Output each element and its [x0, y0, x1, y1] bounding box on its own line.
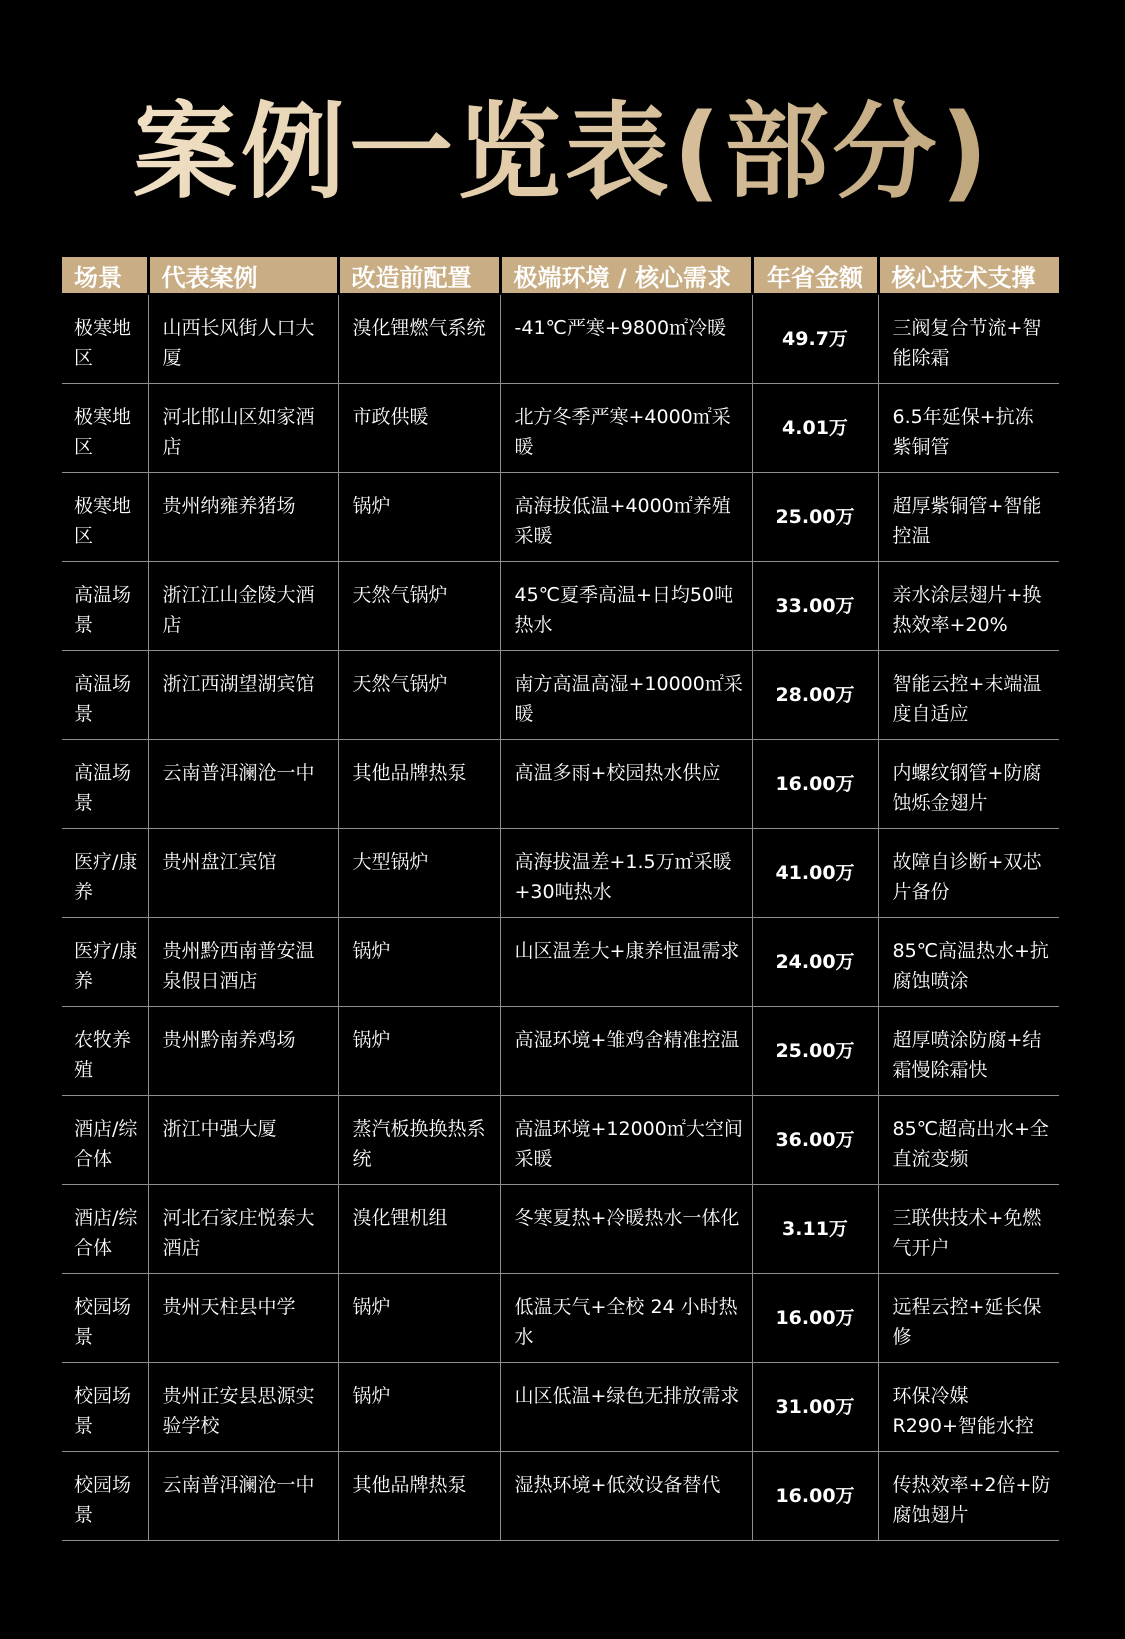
cell-core-tech: 传热效率+2倍+防腐蚀翅片	[878, 1451, 1059, 1540]
cell-case: 浙江中强大厦	[148, 1095, 338, 1184]
page-title: 案例一览表(部分)	[0, 95, 1125, 209]
cell-scene: 酒店/综合体	[62, 1095, 148, 1184]
cell-environment-need: 高湿环境+雏鸡舍精准控温	[500, 1006, 752, 1095]
case-table	[62, 257, 1059, 1541]
cell-case: 贵州黔西南普安温泉假日酒店	[148, 917, 338, 1006]
cell-annual-savings: 31.00万	[752, 1362, 878, 1451]
cell-scene: 高温场景	[62, 739, 148, 828]
cell-annual-savings: 41.00万	[752, 828, 878, 917]
cell-before-config: 溴化锂机组	[338, 1184, 500, 1273]
cell-scene: 极寒地区	[62, 383, 148, 472]
cell-before-config: 天然气锅炉	[338, 561, 500, 650]
cell-scene: 酒店/综合体	[62, 1184, 148, 1273]
cell-case: 贵州盘江宾馆	[148, 828, 338, 917]
cell-core-tech: 环保冷媒R290+智能水控	[878, 1362, 1059, 1451]
table-row	[62, 1095, 1059, 1184]
cell-core-tech: 6.5年延保+抗冻紫铜管	[878, 383, 1059, 472]
cell-environment-need: 冬寒夏热+冷暖热水一体化	[500, 1184, 752, 1273]
cell-case: 浙江江山金陵大酒店	[148, 561, 338, 650]
cell-environment-need: 高温多雨+校园热水供应	[500, 739, 752, 828]
cell-scene: 农牧养殖	[62, 1006, 148, 1095]
cell-annual-savings: 36.00万	[752, 1095, 878, 1184]
cell-scene: 校园场景	[62, 1451, 148, 1540]
cell-scene: 校园场景	[62, 1273, 148, 1362]
cell-core-tech: 远程云控+延长保修	[878, 1273, 1059, 1362]
table-row	[62, 383, 1059, 472]
table-row	[62, 650, 1059, 739]
cell-core-tech: 85℃超高出水+全直流变频	[878, 1095, 1059, 1184]
table-row	[62, 472, 1059, 561]
cell-scene: 极寒地区	[62, 472, 148, 561]
cell-core-tech: 三阀复合节流+智能除霜	[878, 294, 1059, 383]
table-body	[62, 294, 1059, 1540]
cell-before-config: 锅炉	[338, 1006, 500, 1095]
cell-case: 贵州黔南养鸡场	[148, 1006, 338, 1095]
cell-environment-need: 高温环境+12000㎡大空间采暖	[500, 1095, 752, 1184]
cell-before-config: 溴化锂燃气系统	[338, 294, 500, 383]
header-before-config: 改造前配置	[338, 257, 500, 294]
cell-before-config: 天然气锅炉	[338, 650, 500, 739]
table-row	[62, 294, 1059, 383]
cell-scene: 高温场景	[62, 561, 148, 650]
header-annual-savings: 年省金额	[752, 257, 878, 294]
cell-case: 浙江西湖望湖宾馆	[148, 650, 338, 739]
cell-annual-savings: 4.01万	[752, 383, 878, 472]
cell-before-config: 大型锅炉	[338, 828, 500, 917]
cell-before-config: 市政供暖	[338, 383, 500, 472]
cell-environment-need: 湿热环境+低效设备替代	[500, 1451, 752, 1540]
table-row	[62, 1362, 1059, 1451]
cell-core-tech: 故障自诊断+双芯片备份	[878, 828, 1059, 917]
cell-before-config: 锅炉	[338, 1362, 500, 1451]
cell-core-tech: 智能云控+末端温度自适应	[878, 650, 1059, 739]
cell-annual-savings: 16.00万	[752, 1273, 878, 1362]
cell-annual-savings: 28.00万	[752, 650, 878, 739]
cell-core-tech: 85℃高温热水+抗腐蚀喷涂	[878, 917, 1059, 1006]
cell-before-config: 其他品牌热泵	[338, 1451, 500, 1540]
cell-environment-need: 45℃夏季高温+日均50吨热水	[500, 561, 752, 650]
cell-annual-savings: 16.00万	[752, 739, 878, 828]
table-row	[62, 561, 1059, 650]
cell-before-config: 锅炉	[338, 472, 500, 561]
cell-scene: 极寒地区	[62, 294, 148, 383]
cell-scene: 医疗/康养	[62, 917, 148, 1006]
cell-case: 贵州纳雍养猪场	[148, 472, 338, 561]
cell-annual-savings: 16.00万	[752, 1451, 878, 1540]
table-row	[62, 1273, 1059, 1362]
cell-case: 河北石家庄悦泰大酒店	[148, 1184, 338, 1273]
cell-core-tech: 超厚喷涂防腐+结霜慢除霜快	[878, 1006, 1059, 1095]
cell-core-tech: 超厚紫铜管+智能控温	[878, 472, 1059, 561]
cell-core-tech: 亲水涂层翅片+换热效率+20%	[878, 561, 1059, 650]
cell-scene: 医疗/康养	[62, 828, 148, 917]
cell-scene: 校园场景	[62, 1362, 148, 1451]
cell-case: 云南普洱澜沧一中	[148, 739, 338, 828]
cell-case: 贵州天柱县中学	[148, 1273, 338, 1362]
cell-core-tech: 内螺纹钢管+防腐蚀烁金翅片	[878, 739, 1059, 828]
table-row	[62, 1006, 1059, 1095]
cell-environment-need: 高海拔温差+1.5万㎡采暖+30吨热水	[500, 828, 752, 917]
cell-environment-need: 低温天气+全校 24 小时热水	[500, 1273, 752, 1362]
cell-annual-savings: 25.00万	[752, 1006, 878, 1095]
header-environment-need: 极端环境 / 核心需求	[500, 257, 752, 294]
cell-core-tech: 三联供技术+免燃气开户	[878, 1184, 1059, 1273]
header-row	[62, 257, 1059, 294]
table-header	[62, 257, 1059, 294]
header-scene: 场景	[62, 257, 148, 294]
cell-before-config: 蒸汽板换换热系统	[338, 1095, 500, 1184]
cell-environment-need: 山区低温+绿色无排放需求	[500, 1362, 752, 1451]
header-case: 代表案例	[148, 257, 338, 294]
cell-annual-savings: 25.00万	[752, 472, 878, 561]
cell-environment-need: 山区温差大+康养恒温需求	[500, 917, 752, 1006]
cell-annual-savings: 24.00万	[752, 917, 878, 1006]
cell-case: 河北邯山区如家酒店	[148, 383, 338, 472]
cell-annual-savings: 33.00万	[752, 561, 878, 650]
table-row	[62, 1184, 1059, 1273]
cell-scene: 高温场景	[62, 650, 148, 739]
cell-before-config: 锅炉	[338, 917, 500, 1006]
cell-annual-savings: 3.11万	[752, 1184, 878, 1273]
table-row	[62, 917, 1059, 1006]
cell-case: 云南普洱澜沧一中	[148, 1451, 338, 1540]
cell-case: 山西长风街人口大厦	[148, 294, 338, 383]
table-row	[62, 1451, 1059, 1540]
table-row	[62, 739, 1059, 828]
cell-environment-need: -41℃严寒+9800㎡冷暖	[500, 294, 752, 383]
cell-before-config: 锅炉	[338, 1273, 500, 1362]
table-row	[62, 828, 1059, 917]
cell-before-config: 其他品牌热泵	[338, 739, 500, 828]
header-core-tech: 核心技术支撑	[878, 257, 1059, 294]
cell-environment-need: 南方高温高湿+10000㎡采暖	[500, 650, 752, 739]
cell-environment-need: 高海拔低温+4000㎡养殖采暖	[500, 472, 752, 561]
cell-environment-need: 北方冬季严寒+4000㎡采暖	[500, 383, 752, 472]
cell-case: 贵州正安县思源实验学校	[148, 1362, 338, 1451]
cell-annual-savings: 49.7万	[752, 294, 878, 383]
